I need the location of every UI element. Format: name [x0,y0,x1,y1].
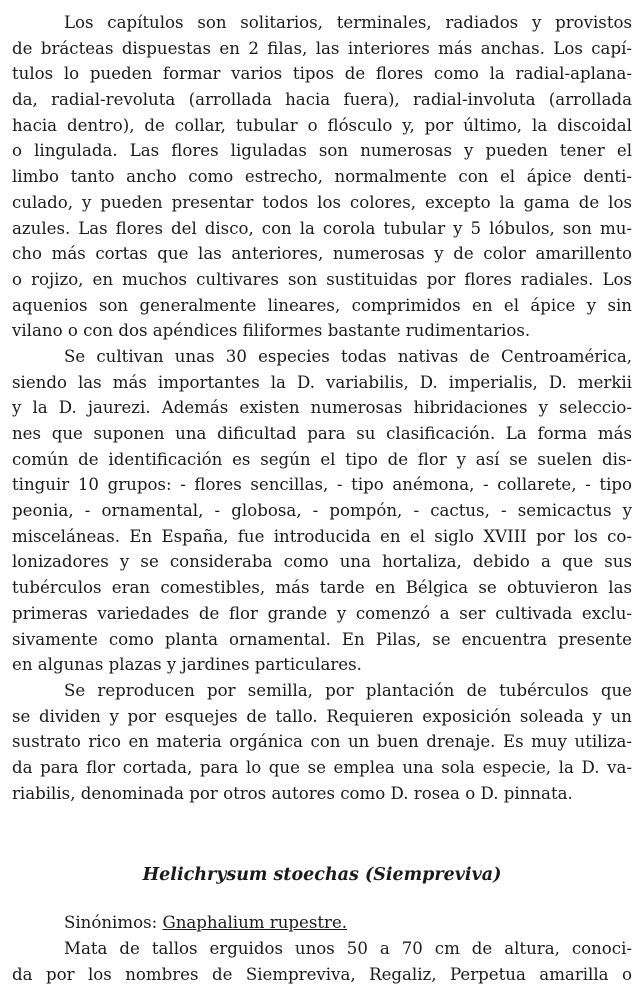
synonym-name: Gnaphalium rupestre. [162,913,348,933]
text-line: en algunas plazas y jardines particulares. [12,655,362,675]
text-line: tulos lo pueden formar varios tipos de flores como la radial-aplana- [12,64,632,84]
paragraph-reproduccion [12,678,632,806]
text-line: se dividen y por esquejes de tallo. Requieren exposición soleada y un [12,706,632,726]
text-line: culado, y pueden presentar todos los colores, excepto la gama de los [12,192,632,212]
text-line: peonia, - ornamental, - globosa, - pompón, - cactus, - semicactus y [12,501,632,521]
text-line: vilano o con dos apéndices filiformes bastante rudimentarios. [12,321,531,341]
text-line: lonizadores y se consideraba como una hortaliza, debido a que sus [12,552,632,572]
text-line: cho más cortas que las anteriores, numerosas y de color amarillento [12,244,632,264]
text-line: o lingulada. Las flores liguladas son numerosas y pueden tener el [12,141,632,161]
text-line: da para flor cortada, para lo que se emplea una sola especie, la D. va- [12,757,632,777]
text-line: misceláneas. En España, fue introducida en el siglo XVIII por los co- [12,526,632,546]
paragraph-capitulos [12,10,632,344]
text-line: da, radial-revoluta (arrollada hacia fuera), radial-involuta (arrollada [12,90,632,110]
text-line: Se reproducen por semilla, por plantación de tubérculos que [64,680,632,700]
text-line: Los capítulos son solitarios, terminales, radiados y provistos [64,13,632,32]
synonyms-label: Sinónimos: [64,913,163,933]
text-line: Se cultivan unas 30 especies todas nativas de Centroamérica, [64,346,632,366]
text-line: o rojizo, en muchos cultivares son sustituidas por flores radiales. Los [12,269,632,289]
text-line: de brácteas dispuestas en 2 filas, las interiores más anchas. Los capí- [12,38,632,58]
text-line: Mata de tallos erguidos unos 50 a 70 cm de altura, conoci- [64,939,632,958]
paragraph-cultivo [12,344,632,678]
text-line: riabilis, denominada por otros autores como D. rosea o D. pinnata. [12,783,573,803]
text-line: común de identificación es según el tipo de flor y así se suelen dis- [12,449,632,469]
text-line: primeras variedades de flor grande y comenzó a ser cultivada exclu- [12,603,632,623]
paragraph-descripcion [12,936,632,987]
text-line: nes que suponen una dificultad para su clasificación. La forma más [12,424,632,443]
text-line: sustrato rico en materia orgánica con un buen drenaje. Es muy utiliza- [12,732,632,752]
text-line: limbo tanto ancho como estrecho, normalmente con el ápice denti- [12,167,632,187]
text-line: siendo las más importantes la D. variabilis, D. imperialis, D. merkii [12,372,632,392]
text-line: sivamente como planta ornamental. En Pilas, se encuentra presente [12,629,632,649]
section-heading: Helichrysum stoechas (Siempreviva) [142,865,502,886]
text-line: da por los nombres de Siempreviva, Regaliz, Perpetua amarilla o [12,964,632,984]
text-line: hacia dentro), de collar, tubular o flósculo y, por último, la discoidal [12,115,632,135]
text-line: tubérculos eran comestibles, más tarde en Bélgica se obtuvieron las [12,578,632,598]
section-spacer [12,806,632,858]
synonyms-line [12,910,632,936]
text-line: aquenios son generalmente lineares, comprimidos en el ápice y sin [12,295,632,315]
text-line: y la D. jaurezi. Además existen numerosas hibridaciones y seleccio- [12,398,632,418]
text-line: azules. Las flores del disco, con la corola tubular y 5 lóbulos, son mu- [12,218,632,238]
text-line: tinguir 10 grupos: - flores sencillas, - tipo anémona, - collarete, - tipo [12,475,632,495]
